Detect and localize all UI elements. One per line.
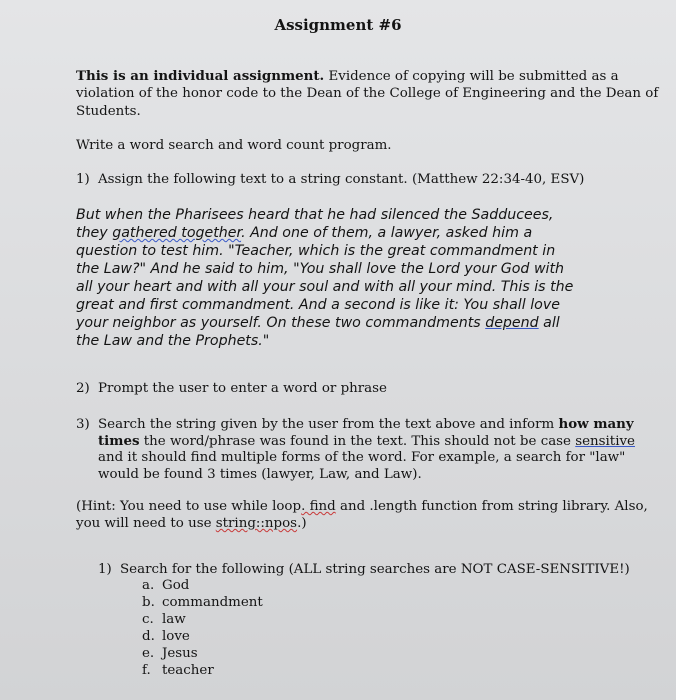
step-3-line-1: 3) Search the string given by the user from the text above and inform how many (76, 416, 634, 432)
step-3-line-4: would be found 3 times (lawyer, Law, and Law). (98, 467, 422, 482)
search-heading: 1) Search for the following (ALL string searches are NOT CASE-SENSITIVE!) (98, 562, 630, 577)
list-item: b. commandment (142, 595, 263, 610)
list-item: d. love (142, 629, 190, 644)
intro-bold: This is an individual assignment. (76, 68, 325, 84)
task-statement: Write a word search and word count program. (76, 138, 392, 153)
hint-line-1: (Hint: You need to use while loop. find and .length function from string library. Also, (76, 499, 648, 514)
list-item: e. Jesus (142, 646, 198, 661)
intro-line-1: This is an individual assignment. Evidence of copying will be submitted as a (76, 68, 619, 84)
quote-line-3: question to test him. "Teacher, which is the great commandment in (76, 243, 556, 259)
intro-line-3: Students. (76, 104, 141, 119)
list-item: a. God (142, 578, 190, 593)
quote-line-4: the Law?" And he said to him, "You shall love the Lord your God with (76, 261, 565, 277)
list-item: f. teacher (142, 663, 214, 678)
quote-line-1: But when the Pharisees heard that he had silenced the Sadducees, (76, 207, 554, 223)
step-3-line-3: and it should find multiple forms of the word. For example, a search for "law" (98, 450, 626, 465)
step-3-line-2: times the word/phrase was found in the text. This should not be case sensitive (98, 433, 635, 449)
step-2: 2) Prompt the user to enter a word or phrase (76, 381, 387, 396)
step-1: 1) Assign the following text to a string constant. (Matthew 22:34-40, ESV) (76, 172, 585, 187)
hint-line-2: you will need to use string::npos.) (76, 516, 307, 531)
quote-line-2: they gathered together. And one of them, a lawyer, asked him a (76, 225, 533, 241)
quote-line-8: the Law and the Prophets." (76, 333, 270, 349)
page-title: Assignment #6 (274, 16, 402, 34)
quote-line-7: your neighbor as yourself. On these two commandments depend all (76, 315, 560, 331)
quote-line-5: all your heart and with all your soul and with all your mind. This is the (76, 279, 574, 295)
intro-line-2: violation of the honor code to the Dean of the College of Engineering and the Dean of (76, 86, 659, 101)
list-item: c. law (142, 612, 186, 627)
quote-line-6: great and first commandment. And a second is like it: You shall love (76, 297, 560, 313)
